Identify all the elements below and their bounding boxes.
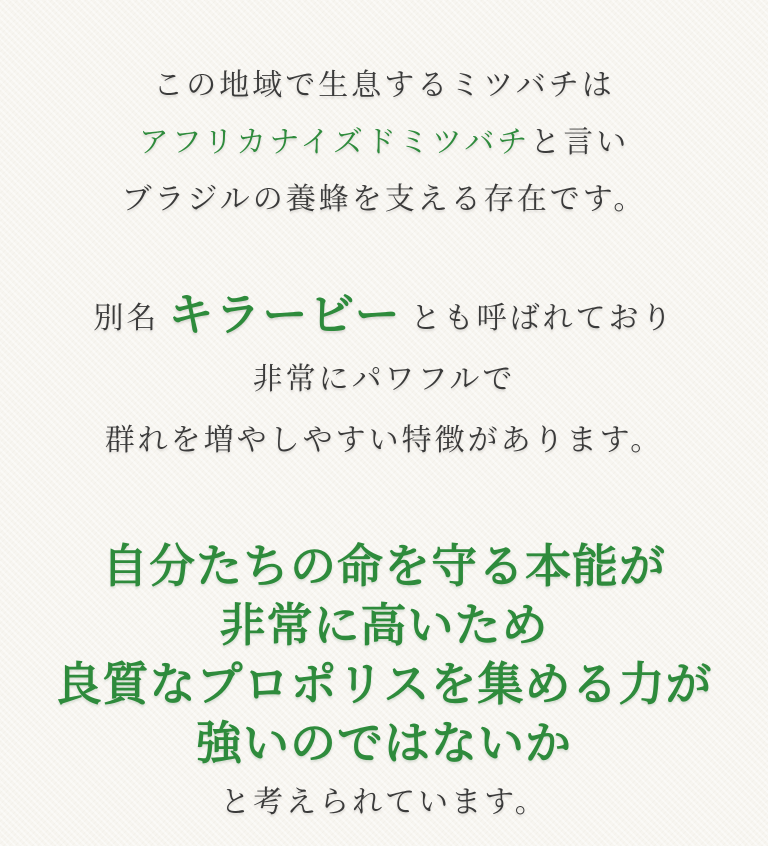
intro-line-3: ブラジルの養蜂を支える存在です。 [121,183,647,216]
intro-line-2-rest: と言い [530,126,630,159]
conclusion-paragraph [0,783,768,823]
killer-bee-paragraph [0,284,768,471]
claim-line-1: 自分たちの命を守る本能が [102,540,666,592]
killer-bee-prefix: 別名 [93,302,160,335]
killer-bee-suffix: とも呼ばれており [410,302,675,335]
claim-line-4: 強いのではないか [196,717,572,769]
main-claim-heading [0,537,768,773]
intro-line-2 [0,114,768,171]
intro-line-1: この地域で生息するミツバチは [153,69,615,102]
claim-line-3: 良質なプロポリスを集める力が [55,658,713,710]
claim-line-2: 非常に高いため [219,599,549,651]
killer-bee-highlight: キラービー [168,289,402,340]
killer-bee-line-1 [0,284,768,349]
killer-bee-line-2: 非常にパワフルで [252,363,516,396]
africanized-bee-highlight: アフリカナイズドミツバチ [138,126,531,159]
killer-bee-line-3: 群れを増やしやすい特徴があります。 [104,424,664,457]
conclusion-line-1: と考えられています。 [220,786,548,819]
intro-paragraph [0,57,768,228]
